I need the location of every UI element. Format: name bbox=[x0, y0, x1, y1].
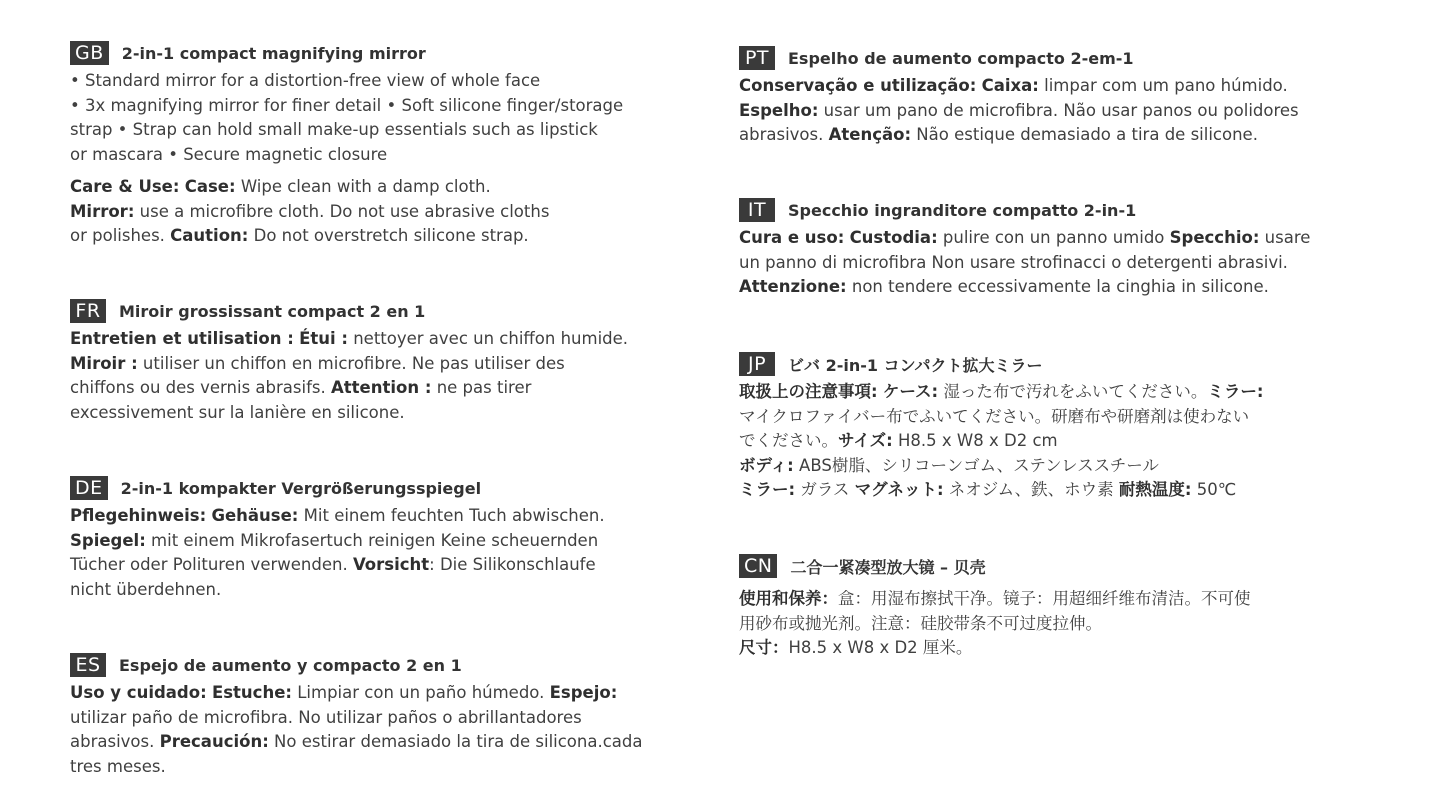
care-label: Care & Use: bbox=[70, 177, 180, 196]
care-label: 使用和保养： bbox=[739, 589, 838, 608]
feature-line: • 3x magnifying mirror for finer detail • Soft silicone finger/storage bbox=[70, 95, 624, 115]
case-label: ケース: bbox=[882, 382, 939, 401]
heat-label: 耐熱温度: bbox=[1118, 480, 1192, 499]
mirror-text: or polishes. bbox=[70, 226, 171, 245]
mirror-label: Espejo: bbox=[549, 683, 618, 702]
mirror-text: usare bbox=[1259, 228, 1311, 247]
size-text: H8.5 x W8 x D2 cm bbox=[892, 431, 1058, 450]
care-text: 盒：用湿布擦拭干净。镜子：用超细纤维布清洁。不可使 bbox=[838, 589, 1251, 608]
section-jp-care bbox=[739, 380, 1399, 503]
mirror-label: Espelho: bbox=[739, 100, 819, 120]
caution-label: Caution: bbox=[170, 226, 249, 245]
section-jp-title: ビバ 2-in-1 コンパクト拡大ミラー bbox=[788, 355, 1043, 375]
section-es bbox=[70, 652, 710, 779]
care-label: 取扱上の注意事項: bbox=[739, 382, 878, 401]
heat-text: 50℃ bbox=[1191, 480, 1237, 499]
language-badge-cn: CN bbox=[739, 554, 777, 578]
section-it-care bbox=[739, 226, 1399, 300]
case-label: Gehäuse: bbox=[211, 506, 299, 525]
magnet-text: ネオジム、鉄、ホウ素 bbox=[943, 480, 1119, 499]
care-label: Cura e uso: bbox=[739, 228, 845, 247]
section-es-header bbox=[70, 652, 710, 678]
care-text: 用砂布或抛光剂。注意：硅胶带条不可过度拉伸。 bbox=[739, 613, 1102, 633]
body-label: ボディ: bbox=[739, 455, 794, 475]
care-label: Entretien et utilisation : bbox=[70, 329, 294, 348]
section-jp-header bbox=[739, 351, 1399, 377]
caution-label: Attention : bbox=[331, 378, 432, 397]
feature-line: • Standard mirror for a distortion-free view of whole face bbox=[70, 71, 541, 90]
section-pt-care bbox=[739, 74, 1399, 148]
feature-line: strap • Strap can hold small make-up essentials such as lipstick bbox=[70, 120, 598, 139]
section-cn-care bbox=[739, 587, 1399, 661]
language-badge-it: IT bbox=[739, 198, 775, 222]
section-cn-title: 二合一紧凑型放大镜 – 贝壳 bbox=[790, 557, 986, 577]
magnet-label: マグネット: bbox=[854, 480, 944, 499]
caution-text: : Die Silikonschlaufe bbox=[429, 555, 596, 574]
caution-label: Attenzione: bbox=[739, 277, 847, 296]
care-label: Pflegehinweis: bbox=[70, 506, 207, 525]
mirror-text: un panno di microfibra Non usare strofinacci o detergenti abrasivi. bbox=[739, 252, 1288, 272]
language-badge-pt: PT bbox=[739, 46, 775, 70]
case-label: Étui : bbox=[299, 329, 348, 348]
section-it bbox=[739, 197, 1399, 300]
mirror-label: Mirror: bbox=[70, 201, 135, 221]
section-gb-title: 2-in-1 compact magnifying mirror bbox=[121, 43, 426, 63]
size-label: 尺寸： bbox=[739, 638, 789, 657]
section-jp bbox=[739, 351, 1399, 503]
mirror-text: utiliser un chiffon en microfibre. Ne pas utiliser des bbox=[137, 353, 565, 373]
care-label: Uso y cuidado: bbox=[70, 683, 207, 702]
section-cn bbox=[739, 553, 1399, 661]
section-pt-header bbox=[739, 45, 1399, 71]
mirror-text: マイクロファイバー布でふいてください。研磨布や研磨剤は使わない bbox=[739, 406, 1250, 426]
mirror-label: Spiegel: bbox=[70, 530, 146, 550]
mirror-text: use a microfibre cloth. Do not use abrasive cloths bbox=[134, 201, 550, 221]
section-es-care bbox=[70, 681, 710, 779]
language-badge-gb: GB bbox=[70, 41, 109, 65]
case-text: Mit einem feuchten Tuch abwischen. bbox=[298, 506, 605, 525]
mirror-material-text: ガラス bbox=[795, 480, 855, 499]
caution-text: tres meses. bbox=[70, 756, 166, 776]
section-gb-header bbox=[70, 40, 710, 66]
body-text: ABS樹脂、シリコーンゴム、ステンレススチール bbox=[793, 455, 1159, 475]
section-es-title: Espejo de aumento y compacto 2 en 1 bbox=[119, 655, 462, 675]
mirror-text: abrasivos. bbox=[739, 125, 829, 144]
case-text: Wipe clean with a damp cloth. bbox=[235, 177, 491, 196]
caution-label: Vorsicht bbox=[352, 555, 430, 574]
section-it-header bbox=[739, 197, 1399, 223]
section-de-header bbox=[70, 475, 710, 501]
case-text: limpar com um pano húmido. bbox=[1038, 76, 1288, 95]
section-gb-care bbox=[70, 175, 710, 249]
language-badge-es: ES bbox=[70, 653, 106, 677]
case-text: nettoyer avec un chiffon humide. bbox=[347, 329, 629, 348]
language-badge-fr: FR bbox=[70, 299, 106, 323]
section-gb-features bbox=[70, 69, 710, 167]
section-fr-header bbox=[70, 298, 710, 324]
caution-text: nicht überdehnen. bbox=[70, 579, 222, 599]
mirror-label: Miroir : bbox=[70, 353, 138, 373]
case-label: Caixa: bbox=[981, 76, 1039, 95]
case-text: Limpiar con un paño húmedo. bbox=[291, 683, 550, 702]
language-badge-jp: JP bbox=[739, 352, 775, 376]
section-de-care bbox=[70, 504, 710, 602]
section-cn-header bbox=[739, 553, 1399, 579]
mirror-label: ミラー: bbox=[1207, 382, 1264, 401]
caution-text: non tendere eccessivamente la cinghia in silicone. bbox=[846, 277, 1269, 296]
section-fr-title: Miroir grossissant compact 2 en 1 bbox=[119, 301, 426, 321]
caution-text: Do not overstretch silicone strap. bbox=[248, 226, 529, 245]
language-badge-de: DE bbox=[70, 476, 108, 500]
caution-text: No estirar demasiado la tira de silicona.cada bbox=[268, 732, 643, 751]
size-text: H8.5 x W8 x D2 厘米。 bbox=[788, 638, 973, 657]
case-label: Case: bbox=[184, 177, 236, 196]
mirror-text: でください。 bbox=[739, 431, 838, 450]
mirror-text: mit einem Mikrofasertuch reinigen Keine scheuernden bbox=[145, 530, 599, 550]
section-it-title: Specchio ingranditore compatto 2-in-1 bbox=[788, 200, 1137, 220]
mirror-text: utilizar paño de microfibra. No utilizar paños o abrillantadores bbox=[70, 707, 582, 727]
section-gb bbox=[70, 40, 710, 249]
section-pt-title: Espelho de aumento compacto 2-em-1 bbox=[788, 48, 1134, 68]
mirror-text: abrasivos. bbox=[70, 732, 160, 751]
mirror-label: Specchio: bbox=[1169, 228, 1260, 247]
case-text: pulire con un panno umido bbox=[937, 228, 1170, 247]
mirror-text: usar um pano de microfibra. Não usar panos ou polidores bbox=[818, 100, 1299, 120]
case-text: 湿った布で汚れをふいてください。 bbox=[938, 382, 1208, 401]
caution-text: excessivement sur la lanière en silicone. bbox=[70, 402, 405, 422]
caution-text: Não estique demasiado a tira de silicone. bbox=[911, 125, 1258, 144]
section-pt bbox=[739, 45, 1399, 148]
caution-label: Precaución: bbox=[159, 732, 269, 751]
case-label: Custodia: bbox=[849, 228, 938, 247]
caution-label: Atenção: bbox=[828, 125, 912, 144]
caution-text: ne pas tirer bbox=[431, 378, 532, 397]
section-fr bbox=[70, 298, 710, 425]
case-label: Estuche: bbox=[211, 683, 292, 702]
feature-line: or mascara • Secure magnetic closure bbox=[70, 144, 388, 164]
section-fr-care bbox=[70, 327, 710, 425]
size-label: サイズ: bbox=[838, 431, 893, 450]
mirror-text: Tücher oder Polituren verwenden. bbox=[70, 555, 353, 574]
mirror-material-label: ミラー: bbox=[739, 480, 796, 499]
section-de bbox=[70, 475, 710, 602]
section-de-title: 2-in-1 kompakter Vergrößerungsspiegel bbox=[120, 478, 482, 498]
care-label: Conservação e utilização: bbox=[739, 76, 977, 95]
mirror-text: chiffons ou des vernis abrasifs. bbox=[70, 378, 331, 397]
